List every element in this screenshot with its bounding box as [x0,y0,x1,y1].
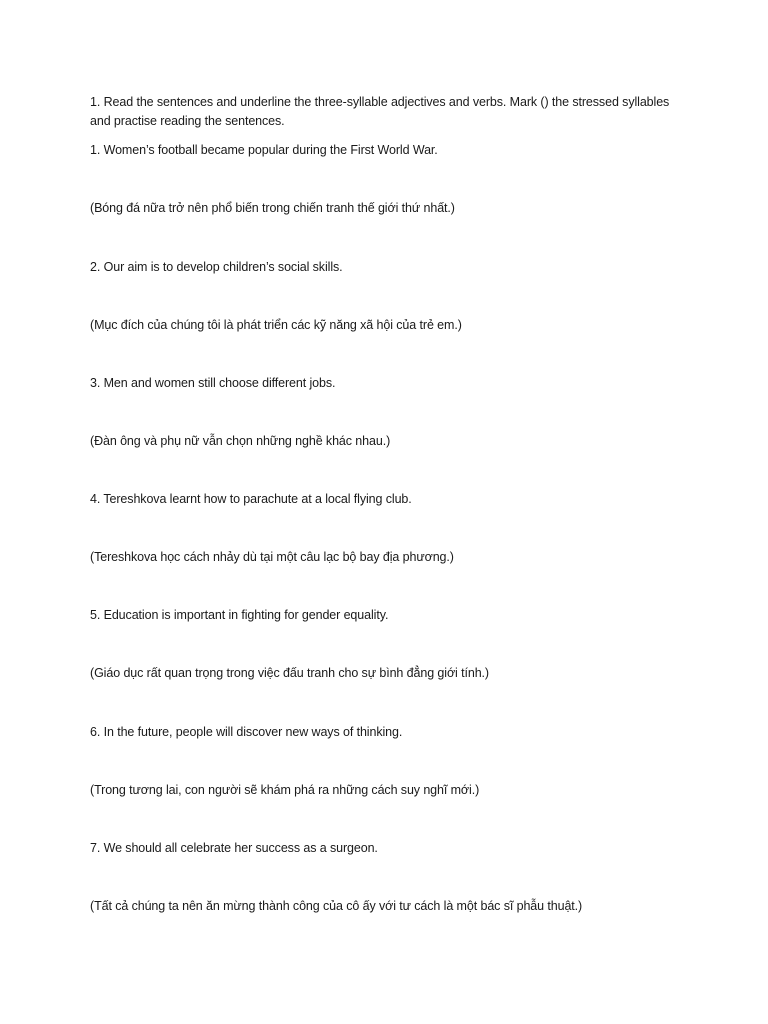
sentence-english-3: 3. Men and women still choose different jobs. [90,376,336,390]
sentence-english-2: 2. Our aim is to develop children’s social skills. [90,260,343,274]
sentence-english-5: 5. Education is important in fighting for gender equality. [90,608,389,622]
sentence-vietnamese-5: (Giáo dục rất quan trọng trong việc đấu tranh cho sự bình đẳng giới tính.) [90,666,489,680]
sentence-english-6: 6. In the future, people will discover new ways of thinking. [90,725,403,739]
sentence-english-1: 1. Women’s football became popular during the First World War. [90,143,438,157]
sentence-english-4: 4. Tereshkova learnt how to parachute at a local flying club. [90,492,412,506]
sentence-vietnamese-1: (Bóng đá nữa trở nên phổ biến trong chiến tranh thế giới thứ nhất.) [90,201,455,215]
sentence-vietnamese-3: (Đàn ông và phụ nữ vẫn chọn những nghề khác nhau.) [90,434,391,448]
sentence-english-7: 7. We should all celebrate her success as a surgeon. [90,841,378,855]
exercise-instruction: 1. Read the sentences and underline the three-syllable adjectives and verbs. Mark () the stressed syllables and practise reading the sentences. [90,95,670,128]
sentence-vietnamese-2: (Mục đích của chúng tôi là phát triển các kỹ năng xã hội của trẻ em.) [90,318,462,332]
sentence-vietnamese-7: (Tất cả chúng ta nên ăn mừng thành công của cô ấy với tư cách là một bác sĩ phẫu thuật.) [90,899,583,913]
sentence-vietnamese-6: (Trong tương lai, con người sẽ khám phá ra những cách suy nghĩ mới.) [90,783,480,797]
sentence-vietnamese-4: (Tereshkova học cách nhảy dù tại một câu lạc bộ bay địa phương.) [90,550,454,564]
